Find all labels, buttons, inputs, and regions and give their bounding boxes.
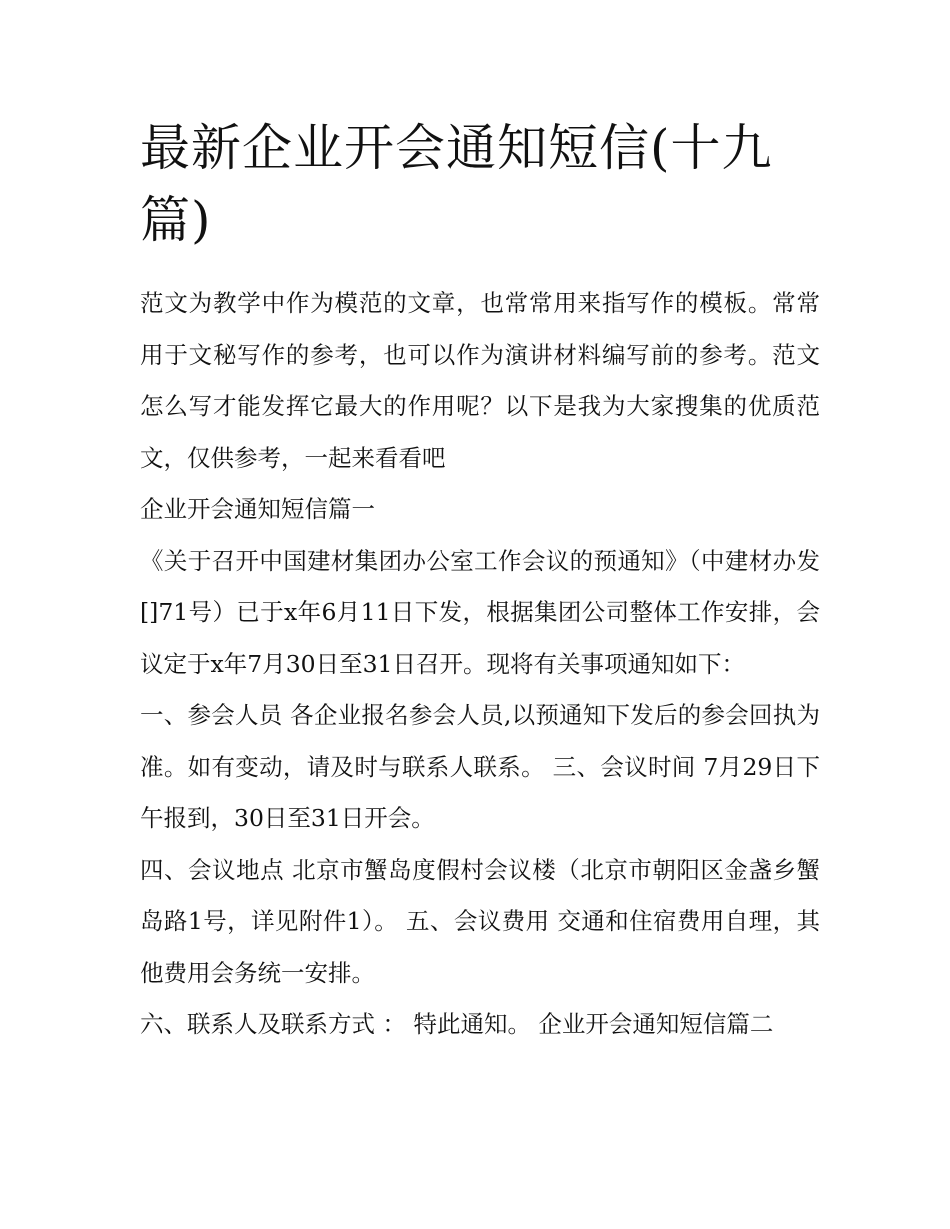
venue-paragraph: 四、会议地点 北京市蟹岛度假村会议楼（北京市朝阳区金盏乡蟹岛路1号，详见附件1）。 五、会议费用 交通和住宿费用自理，其他费用会务统一安排。 [140,855,820,987]
document-title: 最新企业开会通知短信(十九篇) [140,119,773,249]
document-body [140,278,820,1051]
intro-paragraph: 范文为教学中作为模范的文章，也常常用来指写作的模板。常常用于文秘写作的参考，也可以作为演讲材料编写前的参考。范文怎么写才能发挥它最大的作用呢？以下是我为大家搜集的优质范文，仅供参考，一起来看看吧 [140,289,820,472]
section-heading-1: 企业开会通知短信篇一 [140,495,375,523]
notice-paragraph: 《关于召开中国建材集团办公室工作会议的预通知》（中建材办发[]71号）已于x年6月11日下发，根据集团公司整体工作安排，会议定于x年7月30日至31日召开。现将有关事项通知如下： [140,546,820,678]
participants-paragraph: 一、参会人员 各企业报名参会人员,以预通知下发后的参会回执为准。如有变动，请及时与联系人联系。 三、会议时间 7月29日下午报到，30日至31日开会。 [140,701,820,832]
contact-paragraph: 六、联系人及联系方式 ： 特此通知。 企业开会通知短信篇二 [140,1010,774,1038]
